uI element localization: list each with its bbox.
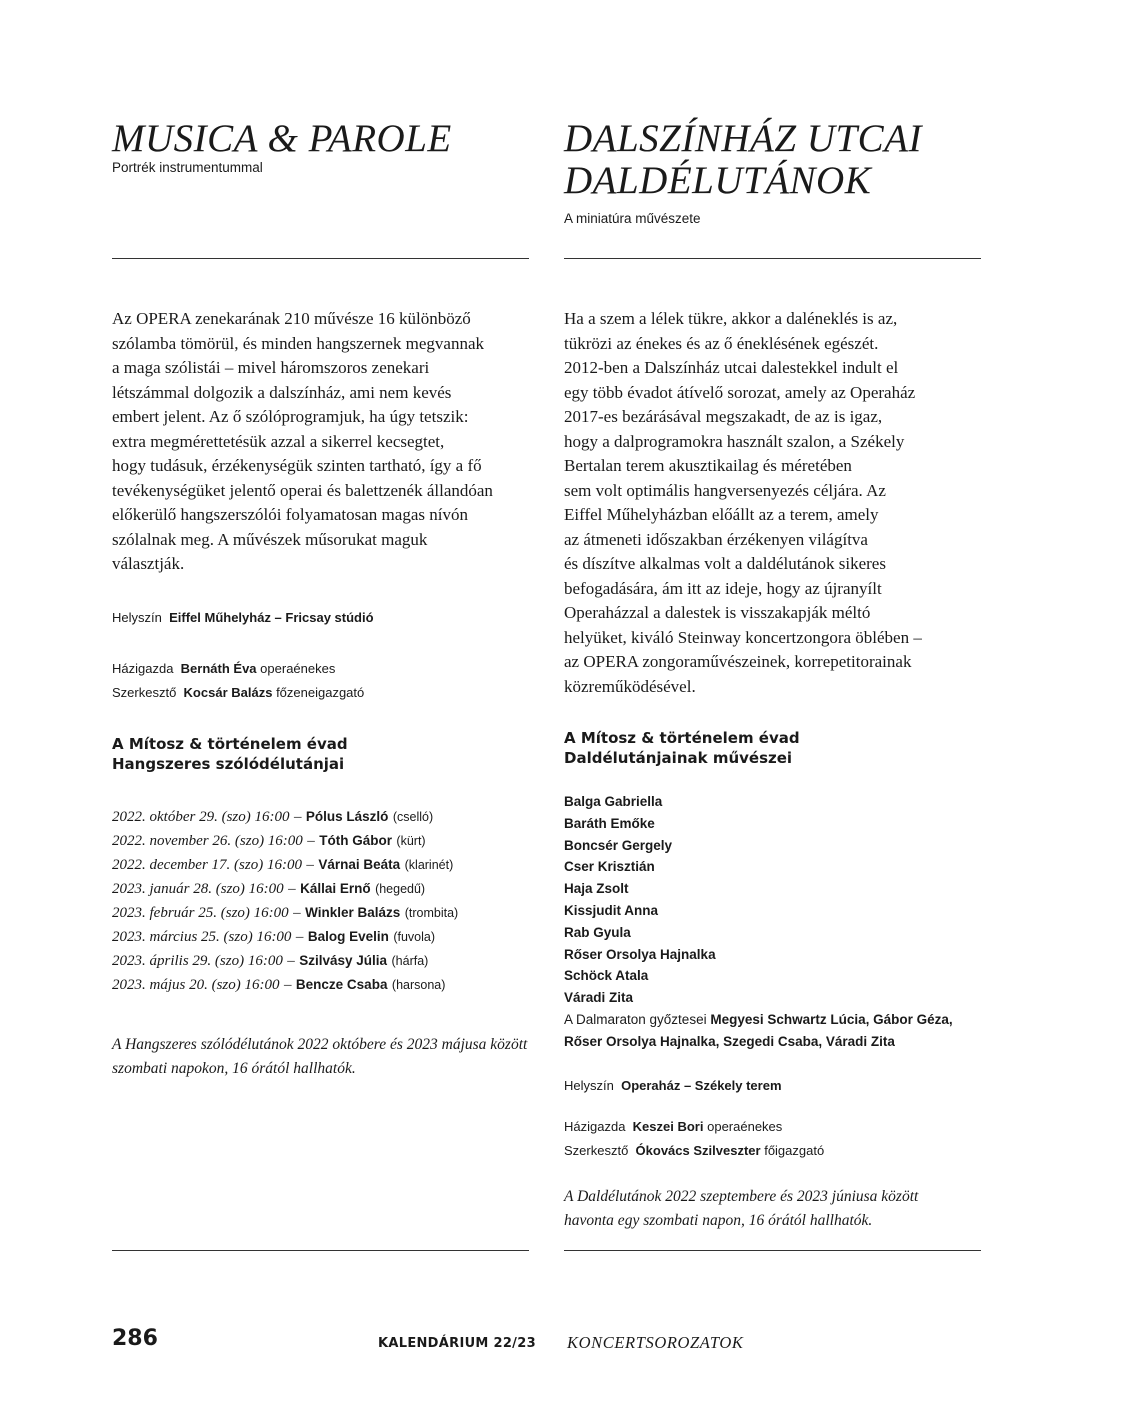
left-top-rule: [112, 258, 529, 259]
left-section-heading: [112, 734, 348, 774]
artist-name: Boncsér Gergely: [564, 837, 673, 853]
body-line: hogy tudásuk, érzékenységük szinten tartható, így a fő: [112, 456, 482, 475]
left-editor: [112, 681, 364, 705]
body-line: az átmeneti időszakban érzékenyen világítva: [564, 529, 868, 549]
note-line: havonta egy szombati napon, 16 órától hallhatók.: [564, 1212, 873, 1229]
body-line: létszámmal dolgozik a dalszínház, ami nem kevés: [112, 382, 452, 402]
body-line: tevékenységüket jelentő operai és balettzenék állandóan: [112, 480, 493, 500]
performer-name: Tóth Gábor: [319, 833, 392, 848]
editor-label: Szerkesztő: [564, 1143, 629, 1158]
performer-name: Szilvásy Júlia: [299, 953, 388, 968]
left-note: [112, 1033, 527, 1081]
dalmaraton-names-cont: Rőser Orsolya Hajnalka, Szegedi Csaba, Váradi Zita: [564, 1033, 895, 1049]
schedule-date: 2023. február 25. (szo) 16:00: [112, 905, 289, 921]
host-role: operaénekes: [707, 1119, 783, 1134]
body-line: 2012-ben a Dalszínház utcai dalestekkel indult el: [564, 358, 899, 377]
artist-name: Schöck Atala: [564, 968, 649, 984]
title-line: DALDÉLUTÁNOK: [564, 159, 872, 202]
instrument: (harsona): [391, 978, 446, 992]
body-line: embert jelent. Az ő szólóprogramjuk, ha úgy tetszik:: [112, 407, 469, 426]
editor-name: Ókovács Szilveszter: [635, 1143, 761, 1158]
right-top-rule: [564, 258, 981, 259]
host-label: Házigazda: [112, 661, 174, 676]
right-section-heading: [564, 728, 800, 768]
instrument: (kürt): [396, 834, 426, 848]
right-note: [564, 1185, 918, 1233]
right-venue: [564, 1074, 782, 1098]
venue-value: Eiffel Műhelyház – Fricsay stúdió: [169, 610, 374, 625]
body-line: extra megmérettetésük azzal a sikerrel kecsegtet,: [112, 431, 445, 451]
body-line: hogy a dalprogramokra használt szalon, a Székely: [564, 431, 905, 451]
schedule-date: 2023. május 20. (szo) 16:00: [112, 977, 280, 993]
schedule-dash: –: [295, 929, 304, 945]
heading-line: Daldélutánjainak művészei: [564, 749, 793, 767]
schedule-dash: –: [287, 953, 295, 969]
performer-name: Várnai Beáta: [318, 857, 401, 872]
body-line: Bertalan terem akusztikailag és méretében: [564, 456, 852, 475]
schedule-row: [112, 925, 458, 949]
artist-name: Balga Gabriella: [564, 794, 663, 809]
editor-label: Szerkesztő: [112, 685, 177, 700]
body-line: tükrözi az énekes és az ő éneklésének egészét.: [564, 333, 879, 353]
dalmaraton-names: Megyesi Schwartz Lúcia, Gábor Géza,: [710, 1011, 953, 1027]
schedule-row: [112, 949, 458, 973]
body-line: befogadására, ám itt az ideje, hogy az újranyílt: [564, 578, 882, 598]
left-body-text: [112, 307, 493, 577]
dalmaraton-prefix: A Dalmaraton győztesei: [564, 1011, 707, 1027]
instrument: (cselló): [392, 810, 434, 824]
artist-name: Haja Zsolt: [564, 881, 629, 897]
schedule-row: [112, 901, 458, 925]
performer-name: Kállai Ernő: [300, 881, 371, 896]
left-subtitle: Portrék instrumentummal: [112, 160, 263, 175]
editor-role: főigazgató: [764, 1143, 825, 1158]
schedule-date: 2022. november 26. (szo) 16:00: [112, 833, 303, 849]
schedule-dash: –: [307, 833, 315, 849]
left-host: [112, 657, 335, 681]
body-line: Operaházzal a dalestek is visszakapják méltó: [564, 603, 871, 622]
host-name: Bernáth Éva: [180, 661, 257, 676]
body-line: szólamba tömörül, és minden hangszernek megvannak: [112, 333, 484, 353]
instrument: (klarinét): [404, 858, 454, 872]
schedule-date: 2022. október 29. (szo) 16:00: [112, 809, 290, 825]
body-line: szólalnak meg. A művészek műsorukat maguk: [112, 529, 428, 549]
body-line: előkerülő hangszerszólói folyamatosan magas nívón: [112, 505, 468, 524]
body-line: helyüket, kiváló Steinway koncertzongora öblében –: [564, 627, 922, 647]
schedule-date: 2023. január 28. (szo) 16:00: [112, 881, 284, 897]
right-body-text: [564, 307, 922, 699]
performer-name: Balog Evelin: [307, 929, 389, 944]
page-number: 286: [112, 1326, 158, 1351]
left-title: MUSICA & PAROLE: [112, 117, 452, 160]
body-line: Az OPERA zenekarának 210 művésze 16 különböző: [112, 309, 471, 328]
section-name: KONCERTSOROZATOK: [567, 1333, 744, 1352]
artist-name: Cser Krisztián: [564, 859, 655, 875]
schedule-date: 2023. március 25. (szo) 16:00: [112, 929, 292, 945]
body-line: választják.: [112, 554, 185, 573]
schedule-dash: –: [288, 881, 296, 897]
artist-list: [564, 791, 953, 1053]
schedule-dash: –: [306, 857, 314, 873]
body-line: Eiffel Műhelyházban előállt az a terem, amely: [564, 505, 879, 524]
instrument: (hegedű): [375, 882, 426, 896]
right-subtitle: A miniatúra művészete: [564, 211, 701, 226]
right-host: [564, 1115, 782, 1139]
artist-name: Váradi Zita: [564, 990, 634, 1006]
artist-name: Baráth Emőke: [564, 815, 655, 831]
body-line: Ha a szem a lélek tükre, akkor a daléneklés is az,: [564, 309, 898, 328]
body-line: közreműködésével.: [564, 676, 696, 696]
dalmaraton-line: [564, 1009, 953, 1031]
schedule-list: [112, 805, 458, 997]
left-bottom-rule: [112, 1250, 529, 1251]
right-title: [564, 118, 922, 202]
schedule-row: [112, 973, 458, 997]
note-line: szombati napokon, 16 órától hallhatók.: [112, 1060, 356, 1077]
schedule-row: [112, 853, 458, 877]
editor-name: Kocsár Balázs: [183, 685, 273, 700]
editor-role: főzeneigazgató: [276, 685, 365, 700]
heading-line: A Mítosz & történelem évad: [112, 735, 348, 753]
schedule-date: 2022. december 17. (szo) 16:00: [112, 857, 302, 873]
right-editor: [564, 1139, 824, 1163]
heading-line: A Mítosz & történelem évad: [564, 729, 800, 747]
venue-label: Helyszín: [112, 610, 162, 625]
body-line: a maga szólistái – mivel háromszoros zenekari: [112, 358, 430, 377]
heading-line: Hangszeres szólódélutánjai: [112, 755, 345, 773]
schedule-dash: –: [283, 977, 292, 993]
body-line: 2017-es bezárásával megszakadt, de az is igaz,: [564, 407, 883, 426]
body-line: és díszítve alkalmas volt a daldélutánok sikeres: [564, 554, 886, 573]
title-line: DALSZÍNHÁZ UTCAI: [564, 117, 922, 160]
host-name: Keszei Bori: [632, 1119, 704, 1134]
schedule-row: [112, 829, 458, 853]
host-label: Házigazda: [564, 1119, 626, 1134]
right-bottom-rule: [564, 1250, 981, 1251]
venue-value: Operaház – Székely terem: [621, 1078, 782, 1093]
schedule-row: [112, 805, 458, 829]
schedule-dash: –: [293, 809, 302, 825]
note-line: A Daldélutánok 2022 szeptembere és 2023 júniusa között: [564, 1188, 919, 1205]
performer-name: Winkler Balázs: [305, 905, 401, 920]
schedule-row: [112, 877, 458, 901]
performer-name: Pólus László: [305, 809, 389, 824]
performer-name: Bencze Csaba: [295, 977, 388, 992]
artist-name: Kissjudit Anna: [564, 902, 659, 918]
publication-name: KALENDÁRIUM 22/23: [378, 1336, 536, 1351]
instrument: (hárfa): [391, 954, 429, 968]
venue-label: Helyszín: [564, 1078, 614, 1093]
body-line: egy több évadot átívelő sorozat, amely az Operaház: [564, 382, 916, 402]
schedule-dash: –: [293, 905, 301, 921]
instrument: (fuvola): [393, 930, 436, 944]
artist-name: Rab Gyula: [564, 924, 631, 940]
instrument: (trombita): [404, 906, 459, 920]
left-venue: [112, 606, 374, 630]
note-line: A Hangszeres szólódélutánok 2022 októbere és 2023 májusa között: [112, 1036, 528, 1053]
host-role: operaénekes: [260, 661, 336, 676]
body-line: sem volt optimális hangversenyezés céljára. Az: [564, 480, 886, 500]
body-line: az OPERA zongoraművészeinek, korrepetitorainak: [564, 652, 912, 671]
artist-name: Rőser Orsolya Hajnalka: [564, 946, 716, 962]
schedule-date: 2023. április 29. (szo) 16:00: [112, 953, 283, 969]
